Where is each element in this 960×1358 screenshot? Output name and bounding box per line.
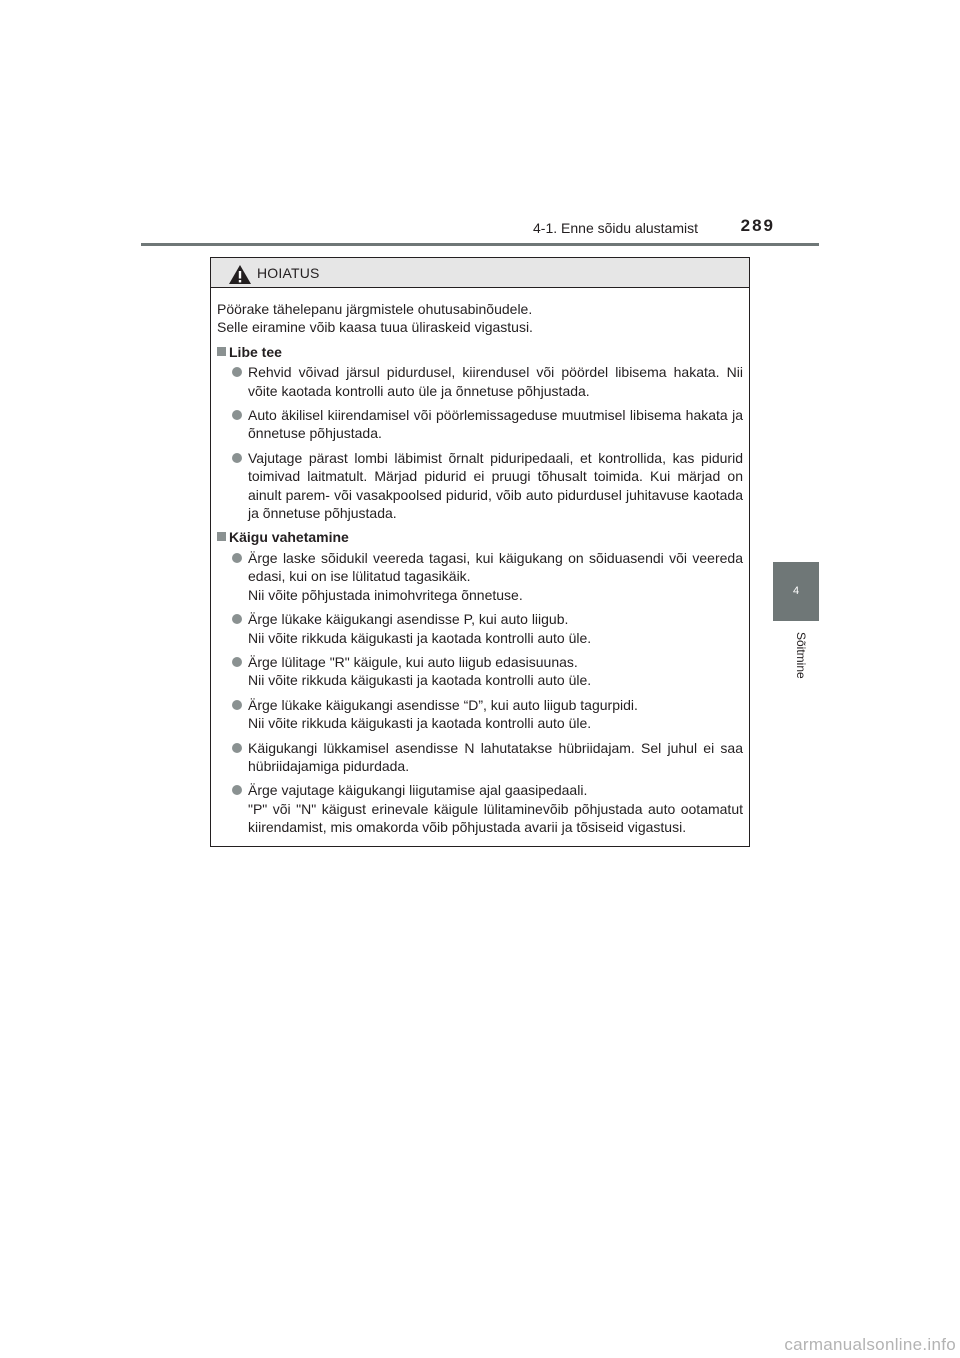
watermark: carmanualsonline.info [784, 1335, 956, 1354]
warning-body [211, 288, 749, 837]
round-bullet-icon [232, 614, 242, 624]
section-gear-shifting [217, 528, 743, 836]
page-number: 289 [740, 216, 775, 235]
section-title: Libe tee [217, 343, 743, 361]
square-bullet-icon [217, 532, 226, 541]
round-bullet-icon [232, 700, 242, 710]
warning-triangle-icon [228, 264, 252, 285]
square-bullet-icon [217, 347, 226, 356]
list-item: Vajutage pärast lombi läbimist õrnalt piduripedaali, et kontrollida, kas pidurid toimivad laitmatult. Märjad pidurid ei pruugi tõhusalt toimida. Kui märjad on ainult parem- või vasakpoolsed pidurid, võib auto pidurdusel juhitavuse kaotada ja õnnetuse põhjustada. [217, 449, 743, 523]
section-slippery-road [217, 343, 743, 523]
round-bullet-icon [232, 453, 242, 463]
round-bullet-icon [232, 553, 242, 563]
list-item: Ärge lükake käigukangi asendisse P, kui auto liigub. Nii võite rikkuda käigukasti ja kaotada kontrolli auto üle. [217, 610, 743, 647]
list-item: Ärge lükake käigukangi asendisse “D”, kui auto liigub tagurpidi. Nii võite rikkuda käigukasti ja kaotada kontrolli auto üle. [217, 696, 743, 733]
round-bullet-icon [232, 410, 242, 420]
header-section-title: 4-1. Enne sõidu alustamist [533, 220, 698, 236]
round-bullet-icon [232, 785, 242, 795]
chapter-tab-number: 4 [773, 562, 819, 621]
intro-line: Selle eiramine võib kaasa tuua üliraskeid vigastusi. [217, 319, 533, 336]
list-item: Ärge laske sõidukil veereda tagasi, kui käigukang on sõiduasendi või veereda edasi, kui on ise lülitatud tagasikäik. Nii võite põhjustada inimohvritega õnnetuse. [217, 549, 743, 604]
header-divider [141, 243, 819, 246]
warning-box [210, 257, 750, 847]
warning-title: HOIATUS [257, 265, 320, 281]
round-bullet-icon [232, 743, 242, 753]
list-item: Ärge vajutage käigukangi liigutamise ajal gaasipedaali. "P" või "N" käigust erinevale käigule lülitaminevõib põhjustada auto ootamatut kiirendamist, mis omakorda võib põhjustada avarii ja tõsiseid vigastusi. [217, 781, 743, 836]
list-item: Käigukangi lükkamisel asendisse N lahutatakse hübriidajam. Sel juhul ei saa hübriidajamiga pidurdada. [217, 739, 743, 776]
section-title: Käigu vahetamine [217, 528, 743, 546]
list-item: Auto äkilisel kiirendamisel või pöörlemissageduse muutmisel libisema hakata ja õnnetuse põhjustada. [217, 406, 743, 443]
list-item: Rehvid võivad järsul pidurdusel, kiirendusel või pöördel libisema hakata. Nii võite kaotada kontrolli auto üle ja õnnetuse põhjustada. [217, 363, 743, 400]
list-item: Ärge lülitage "R" käigule, kui auto liigub edasisuunas. Nii võite rikkuda käigukasti ja kaotada kontrolli auto üle. [217, 653, 743, 690]
warning-intro [217, 300, 743, 337]
round-bullet-icon [232, 657, 242, 667]
chapter-tab-name: Sõitmine [794, 631, 808, 679]
intro-line: Pöörake tähelepanu järgmistele ohutusabinõudele. [217, 301, 533, 317]
warning-header [211, 258, 749, 288]
round-bullet-icon [232, 367, 242, 377]
